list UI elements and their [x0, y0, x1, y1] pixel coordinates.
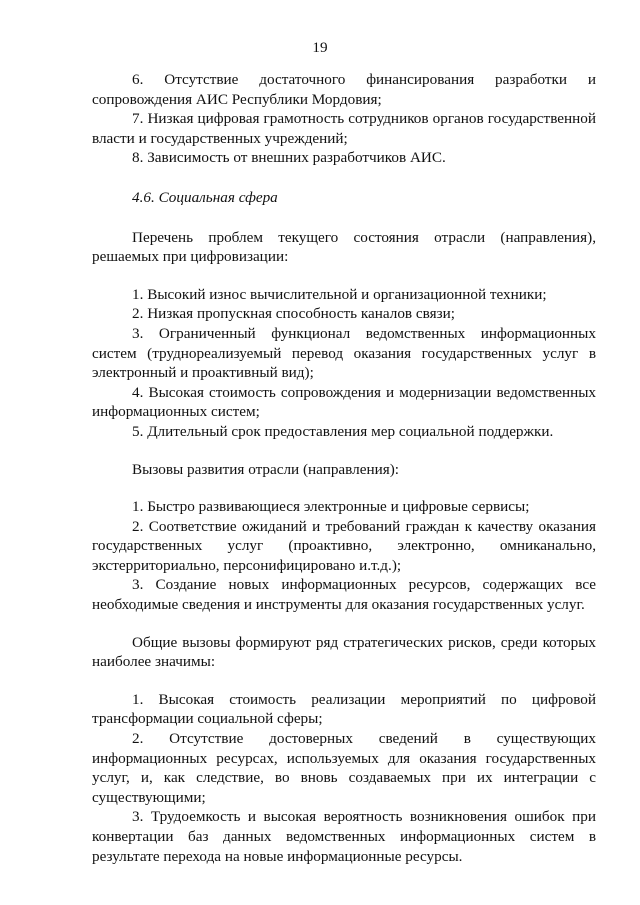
list-item: 2. Низкая пропускная способность каналов связи; [132, 305, 455, 323]
list-item: 5. Длительный срок предоставления мер социальной поддержки. [132, 422, 554, 440]
list-item: 8. Зависимость от внешних разработчиков АИС. [132, 149, 446, 167]
list-item: 3. Трудоемкость и высокая вероятность возникновения ошибок при конвертации баз данных ведомственных информационных систем в результате перехода на новые информационные ресурсы. [92, 808, 596, 865]
list-item: 1. Высокая стоимость реализации мероприятий по цифровой трансформации социальной сферы; [92, 690, 596, 728]
list-item: 3. Ограниченный функционал ведомственных информационных систем (труднореализуемый перевод оказания государственных услуг в электронный и проактивный вид); [92, 324, 596, 382]
list-item: 2. Соответствие ожиданий и требований граждан к качеству оказания государственных услуг (проактивно, электронно, омниканально, экстерриториально, персонифицировано и.т.д.); [92, 517, 596, 574]
list-item: 4. Высокая стоимость сопровождения и модернизации ведомственных информационных систем; [92, 383, 596, 421]
list-item: 3. Создание новых информационных ресурсов, содержащих все необходимые сведения и инструменты для оказания государственных услуг. [92, 576, 596, 614]
risks-intro: Общие вызовы формируют ряд стратегических рисков, среди которых наиболее значимы: [92, 633, 596, 671]
problems-intro: Перечень проблем текущего состояния отрасли (направления), решаемых при цифровизации: [92, 228, 596, 266]
page-number: 19 [312, 39, 328, 56]
page-content [92, 70, 596, 866]
list-item: 6. Отсутствие достаточного финансирования разработки и сопровождения АИС Республики Мордовия; [92, 71, 596, 108]
list-item: 2. Отсутствие достоверных сведений в существующих информационных ресурсах, используемых для оказания государственных услуг, и, как следствие, во вновь создаваемых при их интеграции с существующими; [92, 730, 596, 806]
challenges-intro: Вызовы развития отрасли (направления): [132, 460, 399, 478]
list-item: 7. Низкая цифровая грамотность сотрудников органов государственной власти и государственных учреждений; [92, 110, 596, 147]
section-heading: 4.6. Социальная сфера [132, 188, 278, 206]
list-item: 1. Высокий износ вычислительной и организационной техники; [132, 285, 547, 303]
list-item: 1. Быстро развивающиеся электронные и цифровые сервисы; [132, 498, 530, 516]
